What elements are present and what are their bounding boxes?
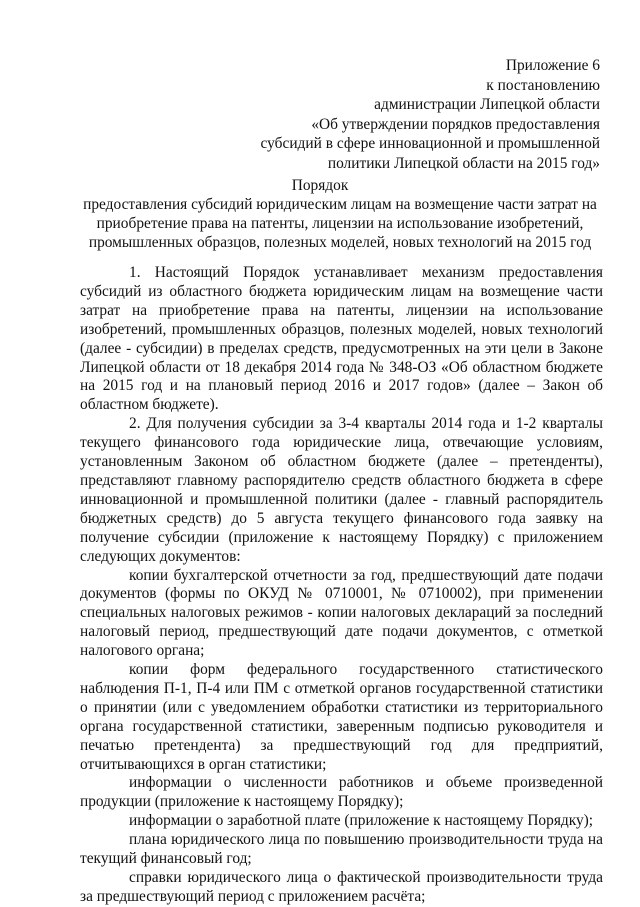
annex-line: «Об утверждении порядков предоставления [311,115,600,133]
list-item-accounting-reports: копии бухгалтерской отчетности за год, предшествующий дате подачи документов (формы по ОКУД № 0710001, № 0710002), при применении специальных налоговых режимов - копии налоговых деклараций за последний налоговый период, предшествующий дате подачи документов, с отметкой налогового органа; [80,566,603,660]
annex-line: администрации Липецкой области [374,96,600,113]
subtitle-line: приобретение права на патенты, лицензии на использование изобретений, [96,215,584,232]
list-item-statistical-forms: копии форм федерального государственного статистического наблюдения П-1, П-4 или ПМ с отметкой органов государственной статистики о принятии (или с уведомлением обработки статистики из территориального органа государственной статистики, заверенным подписью руководителя и печатью претендента) за предшествующий год для предприятий, отчитывающихся в орган статистики; [80,661,603,773]
document-subtitle [80,195,600,252]
annex-header [160,56,600,173]
list-item-productivity-report: справки юридического лица о фактической производительности труда за предшествующий период с приложением расчёта; [80,869,603,905]
document-title: Порядок [291,177,349,194]
paragraph-2: 2. Для получения субсидии за 3-4 кварталы 2014 года и 1-2 кварталы текущего финансового года юридические лица, отвечающие условиям, установленным Законом об областном бюджете (далее – претенденты), представляют главному распорядителю средств областного бюджета в сфере инновационной и промышленной политики (далее - главный распорядитель бюджетных средств) до 5 августа текущего финансового года заявку на получение субсидии (приложение к настоящему Порядку) с приложением следующих документов: [80,415,603,565]
annex-line: к постановлению [486,76,600,94]
document-body [80,264,603,907]
annex-line: Приложение 6 [505,57,600,74]
list-item-salary-info: информации о заработной плате (приложение к настоящему Порядку); [129,812,594,830]
subtitle-line: предоставления субсидий юридическим лицам на возмещение части затрат на [83,196,597,213]
subtitle-line: промышленных образцов, полезных моделей, новых технологий на 2015 год [88,234,592,251]
paragraph-1: 1. Настоящий Порядок устанавливает механизм предоставления субсидий из областного бюджета юридическим лицам на возмещение части затрат на приобретение права на патенты, лицензии на использование изобретений, промышленных образцов, полезных моделей, новых технологий (далее - субсидии) в пределах средств, предусмотренных на эти цели в Законе Липецкой области от 18 декабря 2014 года № 348-ОЗ «Об областном бюджете на 2015 год и на плановый период 2016 и 2017 годов» (далее – Закон об областном бюджете). [80,264,603,414]
annex-line: субсидий в сфере инновационной и промышленной [260,135,600,152]
list-item-employee-info: информации о численности работников и объеме произведенной продукции (приложение к настоящему Порядку); [80,774,603,811]
list-item-productivity-plan: плана юридического лица по повышению производительности труда на текущий финансовый год; [80,831,603,868]
annex-line: политики Липецкой области на 2015 год» [327,154,600,172]
